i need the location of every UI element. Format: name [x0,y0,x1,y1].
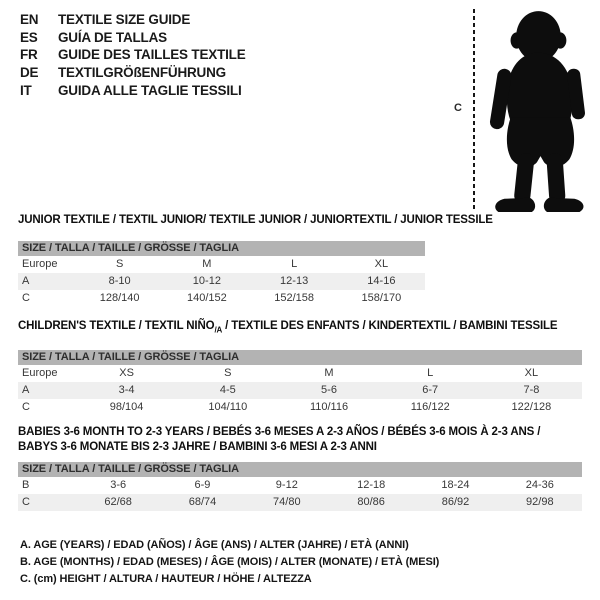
language-code: IT [20,82,32,98]
legend-line: A. AGE (YEARS) / EDAD (AÑOS) / ÂGE (ANS) / ALTER (JAHRE) / ETÀ (ANNI) [20,539,409,551]
size-cell: M [202,257,212,270]
size-table-row [18,477,582,494]
baby-silhouette-icon [485,6,597,214]
babies-size-table-section [18,425,582,511]
guide-title-en: TEXTILE SIZE GUIDE [58,12,191,27]
size-table-row [18,494,582,511]
size-cell: 98/104 [109,400,144,413]
size-cell: 12-18 [357,479,386,491]
size-cell: 110/116 [309,400,349,413]
language-row [20,64,246,82]
legend-line: B. AGE (MONTHS) / EDAD (MESES) / ÂGE (MOIS) / ALTER (MONATE) / ETÀ (MESI) [20,556,440,568]
table-title-segment: BABYS 3-6 MONATE BIS 2-3 JAHRE / BAMBINI 3-6 MESI A 2-3 ANNI [18,440,377,453]
size-cell: 62/68 [104,496,132,508]
children-size-table-section [18,319,582,416]
junior-size-table-section [18,213,493,307]
size-cell: S [115,257,124,270]
size-table-row [18,290,425,307]
guide-title-es: GUÍA DE TALLAS [58,29,167,45]
size-cell: 122/128 [511,400,552,413]
size-cell: 4-5 [219,383,236,396]
size-cell: 128/140 [99,291,140,304]
row-label: Europe [22,257,58,270]
size-cell: S [224,366,232,379]
size-cell: 18-24 [441,479,470,491]
language-code: ES [20,29,38,45]
table-title [18,425,582,440]
row-label: A [22,383,30,396]
language-title-list [20,11,246,100]
size-cell: 8-10 [108,274,131,287]
size-cell: 104/110 [208,400,248,413]
guide-title-de: TEXTILGRÖßENFÜHRUNG [58,65,226,81]
size-cell: 86/92 [441,496,470,508]
size-cell: 24-36 [525,479,554,491]
size-table-row [18,256,425,273]
size-cell: 80/86 [357,496,385,508]
guide-title-fr: GUIDE DES TAILLES TEXTILE [58,47,246,63]
language-row [20,29,246,47]
table-title [18,440,582,455]
row-label: Europe [22,366,58,379]
size-cell: XL [524,366,539,379]
size-cell: 9-12 [275,479,298,491]
row-label: C [22,291,30,304]
language-row [20,46,246,64]
size-cell: 3-6 [110,479,127,491]
table-title [18,213,493,228]
size-cell: 116/122 [410,400,450,413]
row-label: C [22,400,30,413]
table-title-segment: CHILDREN'S TEXTILE / TEXTIL NIÑO [18,320,215,332]
table-title-segment: / TEXTILE DES ENFANTS / KINDERTEXTIL / BAMBINI TESSILE [222,320,558,332]
size-cell: 152/158 [274,291,314,304]
row-label: A [22,274,30,287]
size-cell: L [291,257,298,270]
size-table-row [18,399,582,416]
size-cell: M [324,366,334,379]
size-table-row [18,273,425,290]
row-label: C [22,496,30,508]
size-cell: 14-16 [367,274,396,287]
language-row [20,11,246,29]
size-cell: 140/152 [186,291,227,304]
size-cell: 3-4 [118,383,135,396]
size-cell: 6-7 [422,383,439,396]
table-title-segment: JUNIOR TEXTILE / TEXTIL JUNIOR/ TEXTILE JUNIOR / JUNIORTEXTIL / JUNIOR TESSILE [18,214,493,226]
size-cell: L [427,366,434,379]
height-figure [440,5,600,215]
size-header-bar: SIZE / TALLA / TAILLE / GRÖSSE / TAGLIA [18,350,582,365]
size-table-row [18,365,582,382]
height-dashed-line [473,9,475,211]
legend-line: C. (cm) HEIGHT / ALTURA / HAUTEUR / HÖHE / ALTEZZA [20,573,312,585]
size-cell: 12-13 [280,274,309,287]
guide-title-it: GUIDA ALLE TAGLIE TESSILI [58,82,242,98]
row-label: B [22,479,30,491]
table-title-segment: /A [214,325,223,335]
size-cell: 158/170 [361,291,402,304]
language-row [20,82,246,100]
size-cell: XS [119,366,134,379]
size-header-bar: SIZE / TALLA / TAILLE / GRÖSSE / TAGLIA [18,462,582,477]
size-header-bar: SIZE / TALLA / TAILLE / GRÖSSE / TAGLIA [18,241,425,256]
language-code: DE [20,65,39,81]
size-cell: 68/74 [188,496,217,508]
language-code: FR [20,47,38,63]
table-title [18,319,582,338]
measure-legend [20,537,439,588]
size-cell: 92/98 [526,496,554,508]
size-table-row [18,382,582,399]
size-cell: XL [374,257,389,270]
size-cell: 6-9 [194,479,211,491]
size-cell: 7-8 [523,383,540,396]
size-cell: 5-6 [321,383,337,396]
table-title-segment: BABIES 3-6 MONTH TO 2-3 YEARS / BEBÉS 3-6 MESES A 2-3 AÑOS / BÉBÉS 3-6 MOIS À 2-3 ANS / [18,426,541,438]
size-cell: 10-12 [192,274,221,287]
size-cell: 74/80 [273,496,301,508]
height-measure-label: C [454,102,462,114]
language-code: EN [20,12,39,27]
